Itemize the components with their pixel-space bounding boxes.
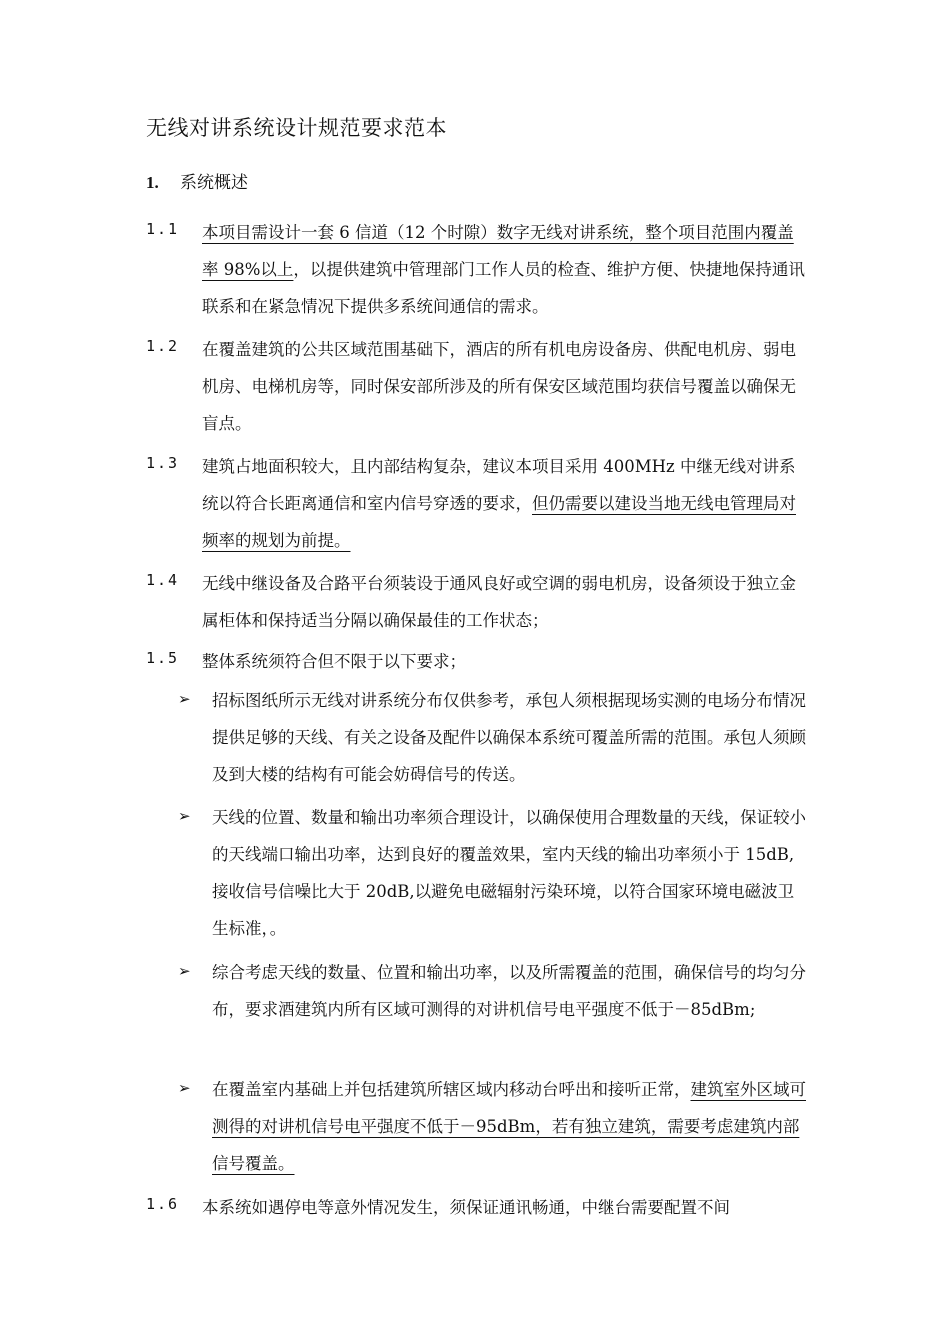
- clause-text: 在覆盖建筑的公共区域范围基础下，酒店的所有机电房设备房、供配电机房、弱电机房、电梯机房等，同时保安部所涉及的所有保安区域范围均获信号覆盖以确保无盲点。: [202, 340, 796, 433]
- clause-1-3: [146, 448, 810, 559]
- arrow-bullet-icon: ➢: [178, 807, 191, 825]
- clause-number: 1.3: [146, 454, 180, 472]
- bullet-text: 综合考虑天线的数量、位置和输出功率，以及所需覆盖的范围，确保信号的均匀分布，要求酒建筑内所有区域可测得的对讲机信号电平强度不低于－85dBm;: [212, 963, 806, 1019]
- clause-text: [202, 214, 810, 325]
- clause-1-5: [146, 643, 810, 680]
- clause-number: 1.6: [146, 1195, 180, 1213]
- clause-1-6: [146, 1189, 810, 1226]
- clause-1-4: [146, 565, 810, 639]
- underlined-text: 本项目需设计一套 6 信道（12 个时隙）数字无线对讲系统，整个项目范围内覆盖率 98%以上: [202, 223, 794, 279]
- underlined-text: 建筑室外区域可测得的对讲机信号电平强度不低于－95dBm，若有独立建筑，需要考虑建筑内部信号覆盖。: [212, 1080, 806, 1173]
- underlined-text: 但仍需要以建设当地无线电管理局对频率的规划为前提。: [202, 494, 796, 550]
- bullet-item: [178, 682, 810, 793]
- clause-number: 1.2: [146, 337, 180, 355]
- plain-text: 建筑占地面积较大，且内部结构复杂，建议本项目采用 400MHz 中继无线对讲系统以符合长距离通信和室内信号穿透的要求，: [202, 457, 796, 513]
- arrow-bullet-icon: ➢: [178, 1079, 191, 1097]
- plain-text: ，以提供建筑中管理部门工作人员的检查、维护方便、快捷地保持通讯联系和在紧急情况下提供多系统间通信的需求。: [202, 260, 805, 316]
- section-heading: [146, 168, 248, 193]
- clause-1-1: [146, 214, 810, 325]
- clause-text: 无线中继设备及合路平台须装设于通风良好或空调的弱电机房，设备须设于独立金属柜体和保持适当分隔以确保最佳的工作状态；: [202, 574, 796, 630]
- arrow-bullet-icon: ➢: [178, 690, 191, 708]
- clause-text: [202, 448, 810, 559]
- bullet-item: [178, 799, 810, 947]
- clause-1-2: [146, 331, 810, 442]
- bullet-item: [178, 1071, 810, 1182]
- bullet-text: 天线的位置、数量和输出功率须合理设计，以确保使用合理数量的天线，保证较小的天线端口输出功率，达到良好的覆盖效果，室内天线的输出功率须小于 15dB,接收信号信噪比大于 20dB,以避免电磁辐射污染环境，以符合国家环境电磁波卫生标准，。: [212, 808, 806, 938]
- section-number: 1.: [146, 173, 159, 192]
- plain-text: 在覆盖室内基础上并包括建筑所辖区域内移动台呼出和接听正常，: [212, 1080, 691, 1099]
- document-title: 无线对讲系统设计规范要求范本: [146, 116, 447, 140]
- clause-text: 整体系统须符合但不限于以下要求；: [202, 652, 466, 671]
- clause-number: 1.4: [146, 571, 180, 589]
- section-label: 系统概述: [180, 173, 248, 193]
- bullet-item: [178, 954, 810, 1028]
- clause-text: 本系统如遇停电等意外情况发生，须保证通讯畅通，中继台需要配置不间: [202, 1198, 730, 1217]
- clause-number: 1.5: [146, 649, 180, 667]
- bullet-text: [212, 1071, 810, 1182]
- clause-number: 1.1: [146, 220, 180, 238]
- arrow-bullet-icon: ➢: [178, 962, 191, 980]
- bullet-text: 招标图纸所示无线对讲系统分布仅供参考，承包人须根据现场实测的电场分布情况提供足够的天线、有关之设备及配件以确保本系统可覆盖所需的范围。承包人须顾及到大楼的结构有可能会妨碍信号的传送。: [212, 691, 806, 784]
